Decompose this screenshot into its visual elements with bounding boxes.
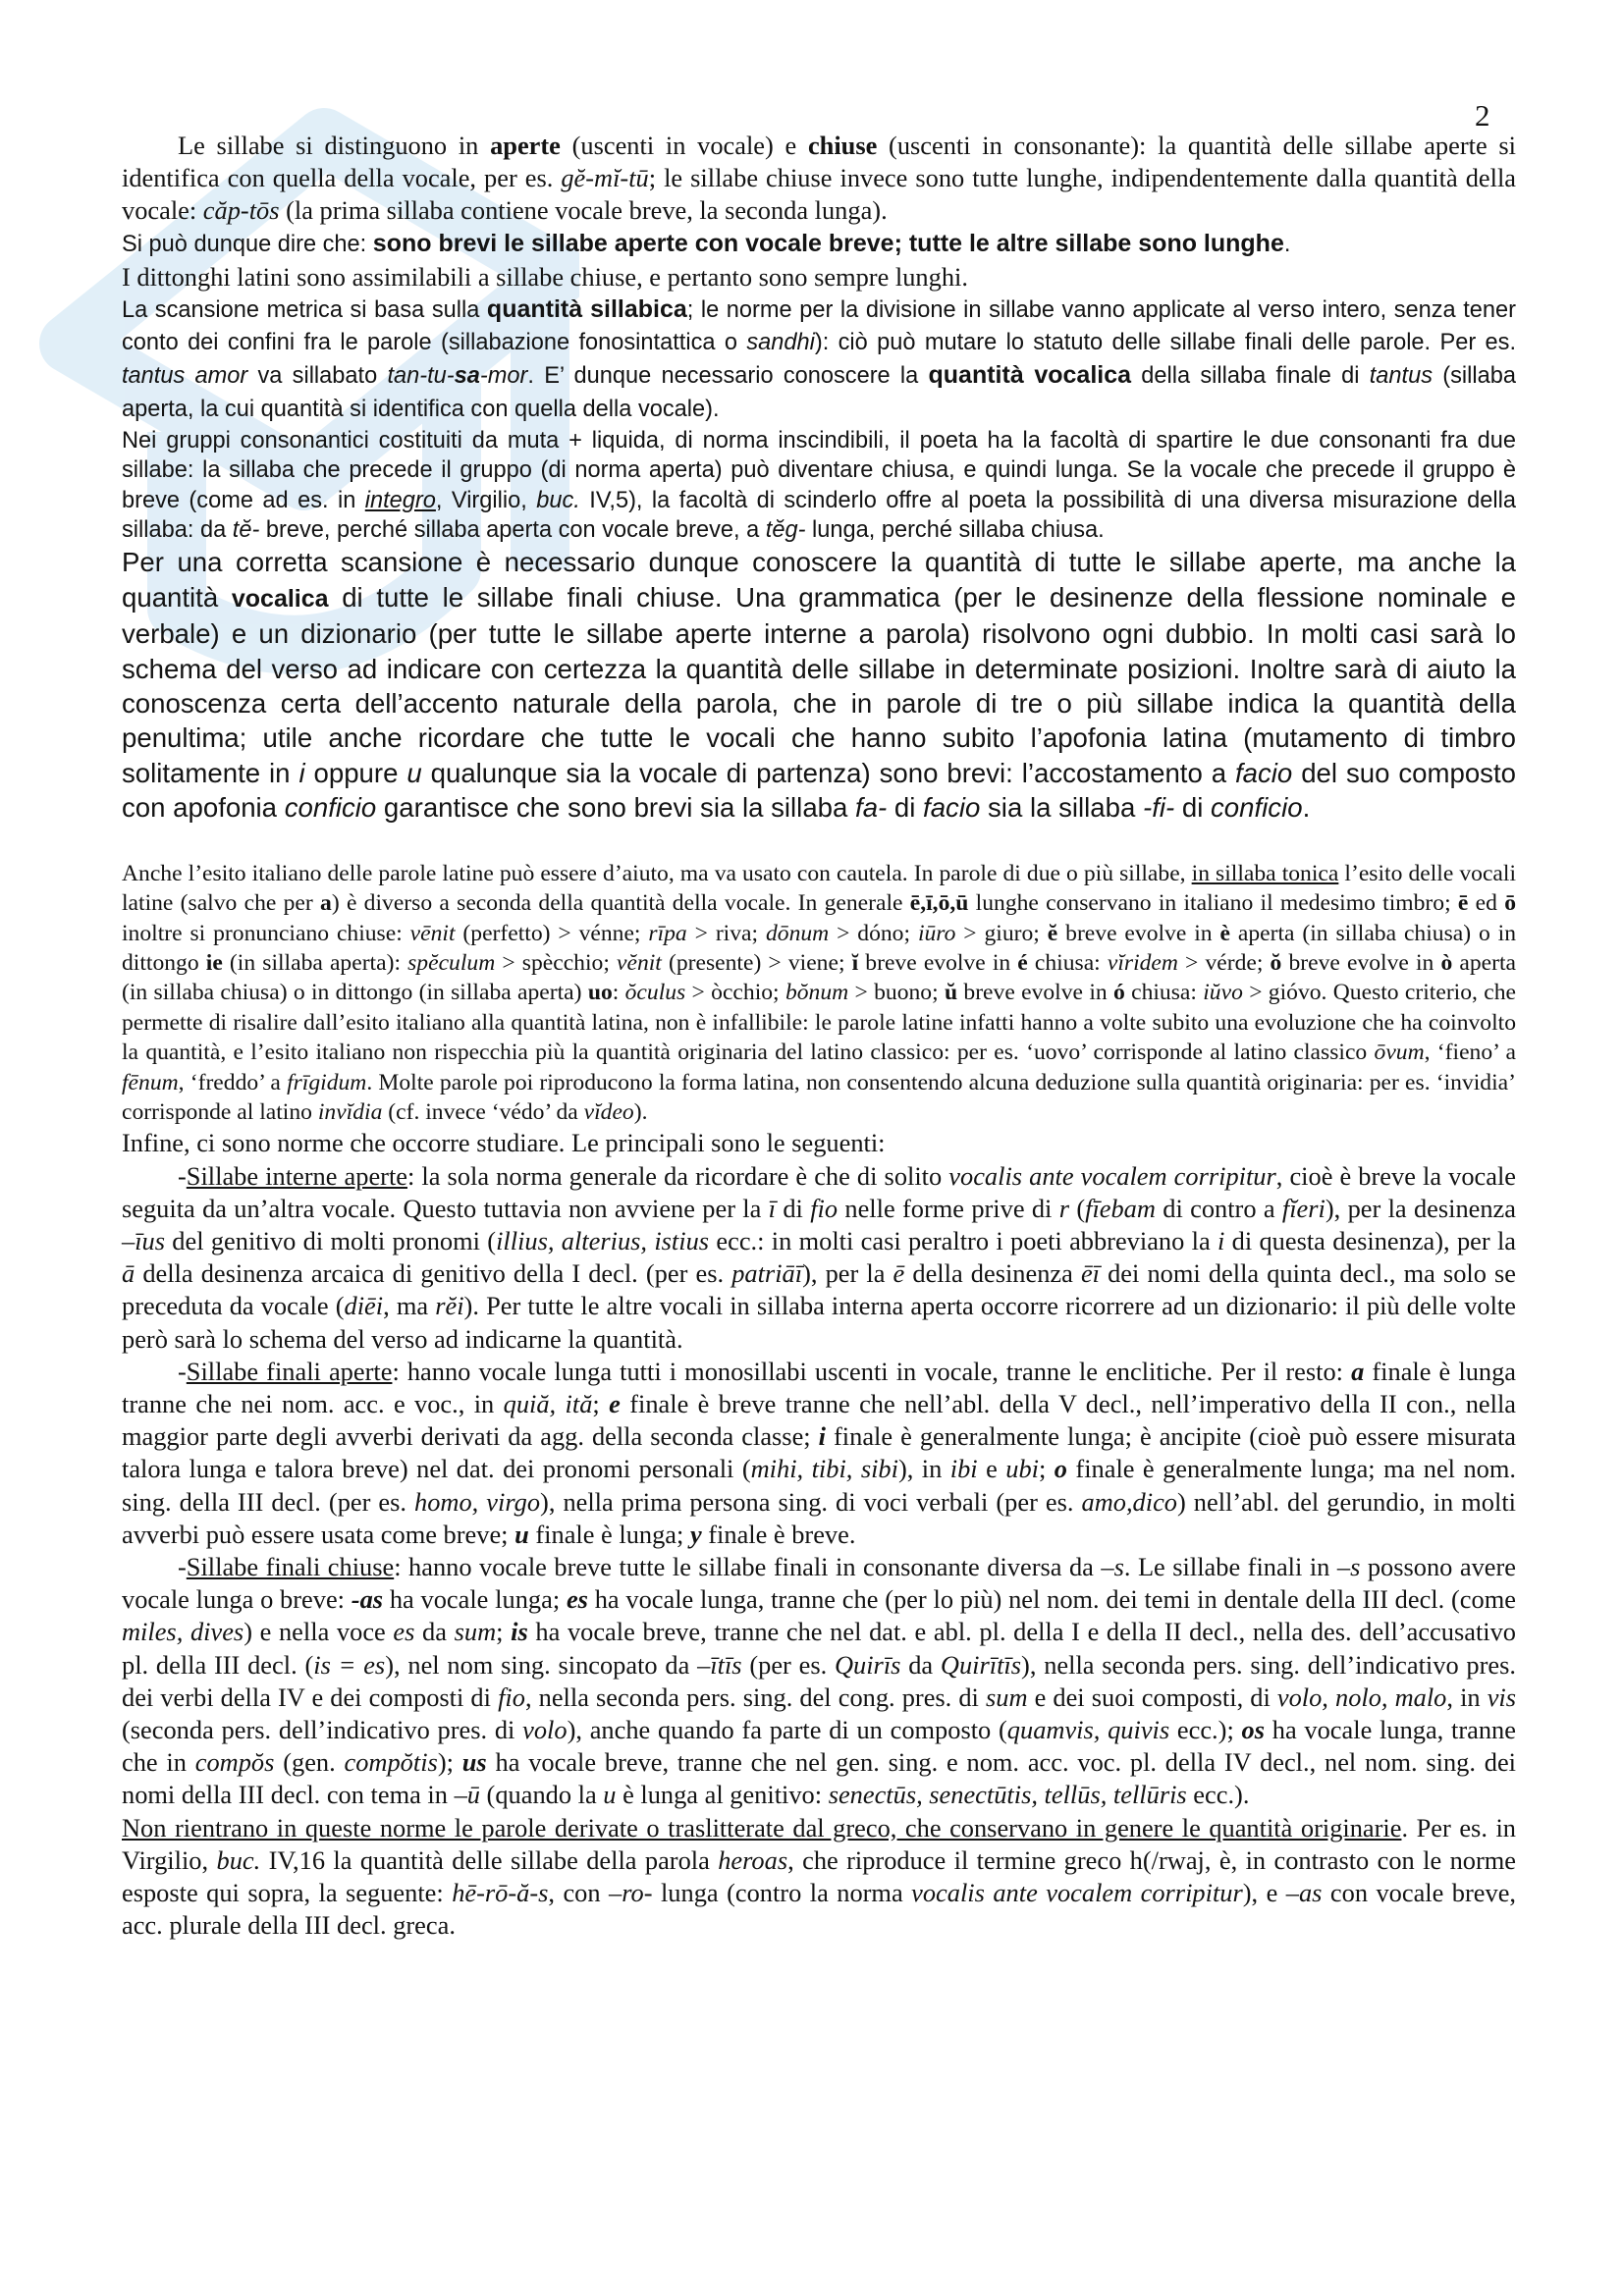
text-run: bŏnum	[784, 980, 849, 1006]
text-run: rīpa	[648, 920, 687, 946]
paragraph	[122, 294, 1516, 426]
text-run: , nella seconda pers. sing. del cong. pres. di	[524, 1682, 986, 1712]
text-run: é	[1017, 949, 1028, 976]
text-run: chiusa:	[1124, 980, 1204, 1006]
text-run: (perfetto) > vénne;	[455, 920, 649, 946]
text-run: u	[514, 1519, 529, 1549]
text-run: ŭ	[944, 980, 958, 1006]
text-run: da	[900, 1649, 941, 1680]
text-run: (sillaba aperta, la cui quantità si identifica con quella della vocale).	[122, 363, 1516, 422]
text-run: miles, dives	[122, 1617, 244, 1647]
text-run: (presente) > viene;	[661, 949, 852, 976]
paragraph	[122, 545, 1516, 825]
text-run: ĕ	[1047, 920, 1058, 946]
text-run: e	[977, 1454, 1006, 1484]
text-run: mihi, tibi, sibi	[750, 1454, 898, 1484]
text-run: del genitivo di molti pronomi (	[165, 1225, 497, 1255]
text-run: finale è lunga;	[528, 1519, 690, 1549]
text-run: è lunga al genitivo:	[616, 1780, 829, 1810]
text-run: lunghe conservano in italiano il medesimo timbro;	[968, 890, 1458, 917]
text-run: tantus amor	[122, 363, 248, 390]
text-run: e	[609, 1388, 621, 1418]
text-run: buc.	[216, 1844, 261, 1875]
text-run: , ‘freddo’ a	[178, 1069, 288, 1095]
text-run: > dóno;	[829, 920, 918, 946]
paragraph	[122, 130, 1516, 228]
text-run: sono brevi le sillabe aperte con vocale breve; tutte le altre sillabe sono lunghe	[372, 229, 1284, 257]
text-run: vocalica	[231, 584, 329, 613]
text-run: chiusa:	[1027, 949, 1108, 976]
text-run: -as	[351, 1584, 384, 1615]
text-run: ), nel nom sing. sincopato da	[385, 1649, 698, 1680]
text-run: ).	[633, 1098, 648, 1125]
text-run: tantus	[1369, 363, 1433, 390]
paragraph	[122, 261, 1516, 294]
text-run: ā	[122, 1258, 135, 1289]
text-run: ) e nella voce	[243, 1617, 394, 1647]
text-run: a	[320, 890, 332, 917]
text-run: Quirītīs	[940, 1649, 1022, 1680]
paragraph	[122, 1812, 1516, 1943]
text-run: Le sillabe si distinguono in	[178, 131, 491, 160]
text-run: aperta (in sillaba chiusa) o in dittongo (in sillaba aperta)	[122, 949, 1516, 1006]
text-run: conficio	[284, 792, 377, 824]
text-run: senectūs, senectūtis, tellūs, tellūris	[828, 1780, 1187, 1810]
text-run: ;	[592, 1388, 610, 1418]
text-run: Non rientrano in queste norme le parole derivate o traslitterate dal greco, che conservano in genere le quantità originarie	[122, 1812, 1402, 1842]
text-run: Per una corretta scansione è necessario dunque conoscere la quantità di tutte le sillabe aperte, ma anche la quantità	[122, 547, 1516, 613]
text-run: in sillaba tonica	[1191, 860, 1339, 886]
text-run: :	[612, 980, 625, 1006]
text-run: homo, virgo	[414, 1486, 541, 1517]
text-run: nelle forme prive di	[838, 1193, 1059, 1223]
text-run: sandhi	[746, 330, 815, 356]
text-run: . Le sillabe finali in	[1123, 1552, 1337, 1581]
text-run: fĭeri	[1281, 1193, 1325, 1223]
text-run: iŭvo	[1203, 980, 1243, 1006]
text-run: di tutte le sillabe finali chiuse. Una grammatica (per le desinenze della flessione nominale e verbale) e un dizionario (per tutte le sillabe aperte interne a parola) risolvono ogni dubbio. In molti casi sarà lo schema del verso ad indicare con certezza la quantità delle sillabe in determinate posizioni. Inoltre sarà di aiuto la conoscenza certa dell’accento naturale della parola, che in parole di tre o più sillabe indica la quantità della penultima; utile anche ricordare che tutte le vocali che hanno subito l’apofonia latina (mutamento di timbro solitamente in	[122, 581, 1516, 788]
text-run: căp-tōs	[202, 195, 280, 226]
text-run: ē	[1457, 890, 1469, 917]
text-run: di	[776, 1193, 811, 1223]
text-run: Sillabe interne aperte	[186, 1160, 407, 1191]
text-run: ōvum	[1374, 1040, 1425, 1066]
text-run: -mor	[479, 363, 528, 390]
text-run: );	[437, 1747, 462, 1778]
text-run: is = es	[313, 1649, 386, 1680]
text-run: es	[566, 1584, 588, 1615]
text-run: vis	[1487, 1682, 1517, 1712]
text-run: patriāī	[731, 1258, 803, 1289]
text-run: ; le norme per la divisione in sillabe vanno applicate al verso intero, senza tener conto dei confini fra le parole (sillabazione fonosintattica o	[122, 297, 1516, 356]
text-run: vĕnit	[617, 949, 662, 976]
text-run: breve, perché sillaba aperta con vocale breve, a	[259, 517, 766, 544]
text-run: , in	[1446, 1682, 1488, 1712]
text-run: illius, alterius, istius	[496, 1225, 710, 1255]
text-run: spĕculum	[407, 949, 496, 976]
text-run: ; le sillabe chiuse invece sono tutte lunghe, indipendentemente dalla quantità della vocale:	[122, 163, 1516, 226]
text-run: Infine, ci sono norme che occorre studiare. Le principali sono le seguenti:	[122, 1128, 886, 1158]
text-run: -fi-	[1143, 792, 1175, 824]
text-run: di	[887, 792, 924, 824]
text-run: Si può dunque dire che:	[122, 231, 373, 257]
text-run: di contro a	[1155, 1193, 1282, 1223]
text-run: heroas	[718, 1844, 788, 1875]
text-run: i	[298, 757, 305, 788]
text-run: quamvis, quivis	[1006, 1715, 1170, 1745]
text-run: fa-	[855, 792, 888, 824]
text-run: vĭdeo	[583, 1098, 634, 1125]
text-run: us	[461, 1747, 487, 1778]
paragraph	[122, 859, 1516, 1128]
text-run: è	[1219, 920, 1230, 946]
paragraph	[122, 228, 1516, 261]
text-run: tan-tu-	[387, 363, 455, 390]
text-run: ie	[205, 949, 223, 976]
text-run: ;	[496, 1617, 512, 1647]
text-run: diēi	[344, 1291, 384, 1321]
text-run: sum	[454, 1617, 497, 1647]
page-number: 2	[1475, 98, 1490, 133]
paragraph-spacer	[122, 826, 1516, 859]
text-run: i	[1217, 1225, 1225, 1255]
text-run: ) è diverso a seconda della quantità della vocale. In generale	[331, 890, 910, 917]
text-run: l’esito delle vocali latine (salvo che per	[122, 860, 1517, 917]
text-run: tĕg-	[765, 517, 806, 544]
text-run: ha vocale breve, tranne che nel dat. e abl. pl. della I e della II decl., nella des. dell’accusativo pl. della III decl. (	[122, 1617, 1516, 1680]
text-run: ): ciò può mutare lo statuto delle sillabe finali delle parole. Per es.	[814, 330, 1516, 356]
text-run: (in sillaba aperta):	[222, 949, 408, 976]
text-run: volo	[522, 1715, 568, 1745]
text-run: ) nell’abl. del gerundio, in molti avverbi può essere usata come breve;	[122, 1486, 1517, 1549]
text-run: ha vocale lunga, tranne che (per lo più) nel nom. dei temi in dentale della III decl. (come	[587, 1584, 1516, 1615]
text-run: dei nomi della quinta decl., ma solo se preceduta da vocale (	[122, 1258, 1517, 1321]
text-run: ō	[1504, 890, 1516, 917]
text-run: > spècchio;	[495, 949, 618, 976]
text-run: -	[178, 1356, 187, 1386]
text-run: La scansione metrica si basa sulla	[122, 297, 487, 324]
text-run: aperte	[490, 131, 561, 160]
text-run: ĭ	[851, 949, 859, 976]
text-run: (per es.	[741, 1649, 835, 1680]
text-run: ēī	[1080, 1258, 1100, 1289]
text-run: vĭridem	[1107, 949, 1178, 976]
text-run: ò	[1440, 949, 1453, 976]
text-run: inoltre si pronunciano chiuse:	[122, 920, 410, 946]
text-run: quantità vocalica	[928, 361, 1132, 390]
text-run: i	[818, 1421, 826, 1452]
text-run: os	[1241, 1715, 1265, 1745]
text-run: fēnum	[122, 1069, 179, 1095]
text-run: Anche l’esito italiano delle parole latine può essere d’aiuto, ma va usato con cautela. In parole di due o più sillabe,	[122, 860, 1192, 886]
text-run: compŏtis	[344, 1747, 438, 1778]
text-run: ), per la	[802, 1258, 893, 1289]
text-run: > vérde;	[1177, 949, 1271, 976]
text-run: –s	[1336, 1552, 1361, 1581]
text-run: amo,dico	[1081, 1486, 1177, 1517]
text-run: ), in	[897, 1454, 950, 1484]
text-run: breve evolve in	[858, 949, 1018, 976]
text-run: .	[1302, 792, 1311, 824]
text-run: , ‘fieno’ a	[1424, 1040, 1517, 1066]
text-run: Sillabe finali aperte	[186, 1356, 393, 1386]
text-run: e dei suoi composti, di	[1027, 1682, 1277, 1712]
text-run: ), nella seconda pers. sing. dell’indicativo pres. dei verbi della IV e dei composti di	[122, 1649, 1516, 1712]
text-run: tĕ-	[232, 517, 260, 544]
text-run: (	[1069, 1193, 1086, 1223]
text-run: lunga, perché sillaba chiusa.	[805, 517, 1105, 544]
text-run: fio	[810, 1193, 839, 1223]
paragraph	[122, 1356, 1516, 1551]
text-run: , con	[548, 1878, 610, 1908]
text-run: ha vocale lunga;	[383, 1584, 567, 1615]
text-run: vocalis ante vocalem corripitur	[948, 1160, 1276, 1191]
text-run: , cioè è breve la vocale seguita da un’altra vocale. Questo tuttavia non avviene per la	[122, 1160, 1516, 1223]
text-run: garantisce che sono brevi sia la sillaba	[376, 792, 856, 824]
text-run: facio	[923, 792, 981, 824]
text-run: -	[178, 1552, 187, 1581]
text-run: ed	[1468, 890, 1505, 917]
text-run: oppure	[304, 757, 407, 788]
text-run: dōnum	[765, 920, 830, 946]
text-run: Nei gruppi consonantici costituiti da muta + liquida, di norma inscindibili, il poeta ha la facoltà di spartire le due consonanti fra due sillabe: la sillaba che precede il gruppo (di norma aperta) può diventare chiusa, e quindi lunga. Se la vocale che precede il gruppo è breve (come ad es. in	[122, 427, 1516, 513]
text-run: .	[1283, 231, 1291, 257]
paragraph	[122, 1551, 1516, 1812]
text-run: . Per es. in Virgilio,	[122, 1812, 1516, 1875]
text-run: ha vocale breve, tranne che nel gen. sing. e nom. acc. voc. pl. della IV decl., nel nom. sing. dei nomi della III decl. con tema in	[122, 1747, 1517, 1810]
text-run: r	[1058, 1193, 1069, 1223]
text-run: di questa desinenza), per la	[1224, 1225, 1517, 1255]
text-run: breve evolve in	[1281, 949, 1441, 976]
text-run: compŏs	[194, 1747, 275, 1778]
text-run: qualunque sia la vocale di partenza) sono brevi: l’accostamento a	[421, 757, 1235, 788]
text-run: facio	[1234, 757, 1293, 788]
text-run: ecc.);	[1169, 1715, 1242, 1745]
text-run: Sillabe finali chiuse	[186, 1552, 395, 1581]
text-run: di	[1174, 792, 1211, 824]
body-text	[122, 130, 1516, 1942]
paragraph	[122, 1160, 1516, 1356]
text-run: del suo composto con apofonia	[122, 757, 1516, 824]
text-run: frīgidum	[287, 1069, 367, 1095]
text-run: da	[414, 1617, 455, 1647]
text-run: y	[689, 1519, 702, 1549]
text-run: : hanno vocale breve tutte le sillabe finali in consonante diversa da	[394, 1552, 1102, 1581]
text-run: (seconda pers. dell’indicativo pres. di	[122, 1715, 523, 1745]
text-run: –īus	[122, 1225, 165, 1255]
text-run: . Molte parole poi riproducono la forma latina, non consentendo alcuna deduzione sulla quantità originaria: per es. ‘invidia’ corrisponde al latino	[122, 1069, 1516, 1125]
text-run: quiă, ită	[503, 1388, 593, 1418]
text-run: -	[178, 1160, 187, 1191]
text-run: ), e	[1242, 1878, 1286, 1908]
text-run: sum	[985, 1682, 1028, 1712]
text-run: –as	[1285, 1878, 1323, 1908]
text-run: , che riproduce il termine greco h(/rwaj, è, in contrasto con le norme esposte qui sopra, la seguente:	[122, 1844, 1516, 1908]
text-run: : la sola norma generale da ricordare è che di solito	[407, 1160, 949, 1191]
text-run: ), per la desinenza	[1325, 1193, 1516, 1223]
text-run: > buono;	[848, 980, 945, 1006]
text-run: ;	[1038, 1454, 1055, 1484]
text-run: invĭdia	[317, 1098, 383, 1125]
text-run: –ītīs	[697, 1649, 742, 1680]
text-run: rĕi	[435, 1291, 464, 1321]
text-run: conficio	[1211, 792, 1303, 824]
text-run: , Virgilio,	[435, 487, 537, 513]
text-run: uo	[587, 980, 613, 1006]
text-run: va sillabato	[247, 363, 388, 390]
text-run: , ma	[383, 1291, 436, 1321]
text-run: vēnit	[409, 920, 456, 946]
text-run: ó	[1112, 980, 1125, 1006]
paragraph	[122, 1127, 1516, 1159]
text-run: (gen.	[274, 1747, 345, 1778]
text-run: > giuro;	[955, 920, 1048, 946]
text-run: ha vocale lunga, tranne che in	[122, 1715, 1516, 1778]
text-run: . E’ dunque necessario conoscere la	[527, 363, 929, 390]
text-run: u	[603, 1780, 617, 1810]
text-run: finale è lunga tranne che nei nom. acc. e voc., in	[122, 1356, 1516, 1418]
text-run: gĕ-mĭ-tū	[561, 163, 649, 193]
text-run: della sillaba finale di	[1131, 363, 1370, 390]
text-run: (uscenti in vocale) e	[560, 131, 808, 160]
text-run: vocalis ante vocalem corripitur	[911, 1878, 1243, 1908]
text-run: finale è generalmente lunga; è ancipite (cioè può essere misurata talora lunga e talora breve) nel dat. dei pronomi personali (	[122, 1421, 1516, 1484]
text-run: finale è breve tranne che nell’abl. della V decl., nell’imperativo della II con., nella maggior parte degli avverbi derivati da agg. della seconda classe;	[122, 1388, 1516, 1452]
text-run: es	[393, 1617, 415, 1647]
text-run: chiuse	[807, 131, 878, 160]
text-run: finale è generalmente lunga; ma nel nom. sing. della III decl. (per es.	[122, 1454, 1516, 1517]
text-run: ). Per tutte le altre vocali in sillaba interna aperta occorre ricorrere ad un dizionario: il più delle volte però sarà lo schema del verso ad indicarne la quantità.	[122, 1291, 1516, 1354]
text-run: quantità sillabica	[486, 295, 687, 324]
text-run: fio	[498, 1682, 525, 1712]
text-run: (uscenti in consonante): la quantità delle sillabe aperte si identifica con quella della vocale, per es.	[122, 131, 1516, 193]
text-run: –ū	[454, 1780, 480, 1810]
text-run: (cf. invece ‘védo’ da	[382, 1098, 584, 1125]
text-run: volo, nolo, malo	[1276, 1682, 1447, 1712]
text-run: ecc.: in molti casi peraltro i poeti abbreviano la	[709, 1225, 1217, 1255]
text-run: integro	[364, 487, 436, 513]
text-run: iūro	[917, 920, 956, 946]
text-run: > riva;	[686, 920, 766, 946]
text-run: breve evolve in	[1057, 920, 1220, 946]
text-run: ē	[893, 1258, 905, 1289]
text-run: ŏculus	[624, 980, 686, 1006]
text-run: IV,16 la quantità delle sillabe della parola	[260, 1844, 719, 1875]
text-run: Quirīs	[834, 1649, 901, 1680]
text-run: della desinenza	[904, 1258, 1081, 1289]
text-run: ecc.).	[1186, 1780, 1250, 1810]
text-run: sia la sillaba	[980, 792, 1143, 824]
text-run: IV,5), la facoltà di scinderlo offre al poeta la possibilità di una diversa misurazione della sillaba: da	[122, 487, 1516, 544]
text-run: ), nella prima persona sing. di voci verbali (per es.	[540, 1486, 1082, 1517]
text-run: ibi	[949, 1454, 978, 1484]
text-run: finale è breve.	[701, 1519, 856, 1549]
text-run: ē,ī,ō,ū	[909, 890, 969, 917]
text-run: con vocale breve, acc. plurale della III decl. greca.	[122, 1878, 1517, 1941]
text-run: –s	[1101, 1552, 1124, 1581]
text-run: : hanno vocale lunga tutti i monosillabi uscenti in vocale, tranne le enclitiche. Per il resto:	[392, 1356, 1352, 1386]
text-run: sa	[454, 363, 480, 390]
text-run: ī	[768, 1193, 777, 1223]
text-run: possono avere vocale lunga o breve:	[122, 1552, 1516, 1615]
text-run: ubi	[1005, 1454, 1039, 1484]
text-run: o	[1054, 1454, 1067, 1484]
text-run: > òcchio;	[685, 980, 785, 1006]
text-run: buc.	[536, 487, 580, 513]
text-run: fīebam	[1085, 1193, 1156, 1223]
text-run: ŏ	[1270, 949, 1282, 976]
text-run: (quando la	[479, 1780, 604, 1810]
text-run: lunga (contro la norma	[652, 1878, 912, 1908]
text-run: ), anche quando fa parte di un composto (	[567, 1715, 1007, 1745]
text-run: hē-rō-ă-s	[452, 1878, 549, 1908]
text-run: is	[511, 1617, 528, 1647]
text-run: –ro-	[609, 1878, 653, 1908]
text-run: u	[406, 757, 422, 788]
text-run: a	[1351, 1356, 1365, 1386]
text-run: > gióvo. Questo criterio, che permette di risalire dall’esito italiano alla quantità latina, non è infallibile: le parole latine infatti hanno a volte subito una evoluzione che ha coinvolto la quantità, e l’esito italiano non rispecchia più la quantità originaria del latino classico: per es. ‘uovo’ corrisponde al latino classico	[122, 980, 1516, 1066]
text-run: I dittonghi latini sono assimilabili a sillabe chiuse, e pertanto sono sempre lunghi.	[122, 261, 968, 292]
paragraph	[122, 426, 1516, 546]
text-run: aperta (in sillaba chiusa) o in dittongo	[122, 920, 1517, 976]
text-run: (la prima sillaba contiene vocale breve, la seconda lunga).	[279, 195, 888, 226]
text-run: della desinenza arcaica di genitivo della I decl. (per es.	[135, 1258, 732, 1289]
text-run: breve evolve in	[957, 980, 1113, 1006]
